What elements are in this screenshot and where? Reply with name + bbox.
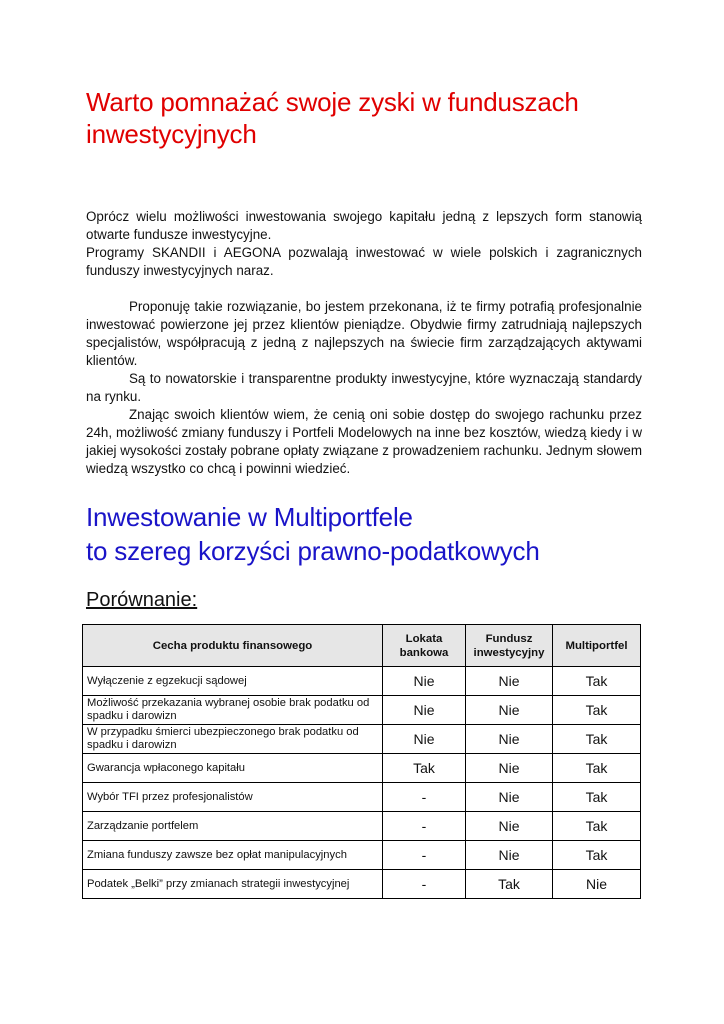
- feature-cell: W przypadku śmierci ubezpieczonego brak podatku od spadku i darowizn: [83, 725, 383, 754]
- value-cell: Nie: [553, 870, 641, 899]
- value-cell: Nie: [466, 667, 553, 696]
- feature-cell: Możliwość przekazania wybranej osobie brak podatku od spadku i darowizn: [83, 696, 383, 725]
- value-cell: -: [383, 783, 466, 812]
- table-row: [83, 667, 641, 696]
- body-section: [86, 298, 642, 478]
- value-cell: -: [383, 841, 466, 870]
- table-row: [83, 696, 641, 725]
- value-cell: Tak: [553, 696, 641, 725]
- page-title: Warto pomnażać swoje zyski w funduszach inwestycyjnych: [86, 87, 579, 149]
- feature-cell: Zarządzanie portfelem: [83, 812, 383, 841]
- value-cell: Tak: [553, 754, 641, 783]
- section-heading-line-2: to szereg korzyści prawno-podatkowych: [86, 536, 540, 566]
- value-cell: Tak: [553, 725, 641, 754]
- value-cell: Nie: [383, 725, 466, 754]
- value-cell: Tak: [553, 841, 641, 870]
- feature-cell: Wyłączenie z egzekucji sądowej: [83, 667, 383, 696]
- header-investment-fund: Fundusz inwestycyjny: [466, 625, 553, 667]
- table-row: [83, 725, 641, 754]
- value-cell: Nie: [466, 783, 553, 812]
- body-paragraph: Są to nowatorskie i transparentne produkty inwestycyjne, które wyznaczają standardy na rynku.: [86, 371, 642, 404]
- value-cell: Tak: [553, 812, 641, 841]
- header-bank-deposit: Lokata bankowa: [383, 625, 466, 667]
- table-row: [83, 841, 641, 870]
- table-row: [83, 812, 641, 841]
- value-cell: Nie: [383, 696, 466, 725]
- comparison-table: [82, 624, 641, 899]
- table-row: [83, 783, 641, 812]
- value-cell: Nie: [466, 696, 553, 725]
- value-cell: Tak: [383, 754, 466, 783]
- feature-cell: Podatek „Belki” przy zmianach strategii inwestycyjnej: [83, 870, 383, 899]
- header-feature: Cecha produktu finansowego: [83, 625, 383, 667]
- header-multiportfel: Multiportfel: [553, 625, 641, 667]
- value-cell: Nie: [383, 667, 466, 696]
- value-cell: Tak: [553, 783, 641, 812]
- comparison-label: Porównanie:: [86, 589, 198, 611]
- table-row: [83, 870, 641, 899]
- intro-paragraph: Oprócz wielu możliwości inwestowania swojego kapitału jedną z lepszych form stanowią otwarte fundusze inwestycyjne.: [86, 209, 642, 242]
- table-header-row: [83, 625, 641, 667]
- value-cell: Nie: [466, 841, 553, 870]
- value-cell: Nie: [466, 754, 553, 783]
- feature-cell: Zmiana funduszy zawsze bez opłat manipulacyjnych: [83, 841, 383, 870]
- value-cell: Tak: [466, 870, 553, 899]
- body-paragraph: Znając swoich klientów wiem, że cenią oni sobie dostęp do swojego rachunku przez 24h, możliwość zmiany funduszy i Portfeli Modelowych na inne bez kosztów, wiedzą kiedy i w jakiej wysokości zostały pobrane opłaty związane z prowadzeniem rachunku. Jednym słowem wiedzą wszystko co chcą i powinni wiedzieć.: [86, 407, 642, 476]
- value-cell: Nie: [466, 812, 553, 841]
- value-cell: -: [383, 812, 466, 841]
- body-paragraph: Proponuję takie rozwiązanie, bo jestem przekonana, iż te firmy potrafią profesjonalnie inwestować powierzone jej przez klientów pieniądze. Obydwie firmy zatrudniają najlepszych specjalistów, współpracują z jedną z najlepszych na świecie firm zarządzających aktywami klientów.: [86, 299, 642, 368]
- document-page: [86, 86, 642, 899]
- value-cell: Nie: [466, 725, 553, 754]
- intro-section: [86, 208, 642, 280]
- section-heading: [86, 500, 642, 568]
- value-cell: Tak: [553, 667, 641, 696]
- value-cell: -: [383, 870, 466, 899]
- table-row: [83, 754, 641, 783]
- section-heading-line-1: Inwestowanie w Multiportfele: [86, 502, 413, 532]
- feature-cell: Wybór TFI przez profesjonalistów: [83, 783, 383, 812]
- intro-paragraph: Programy SKANDII i AEGONA pozwalają inwestować w wiele polskich i zagranicznych funduszy inwestycyjnych naraz.: [86, 245, 642, 278]
- feature-cell: Gwarancja wpłaconego kapitału: [83, 754, 383, 783]
